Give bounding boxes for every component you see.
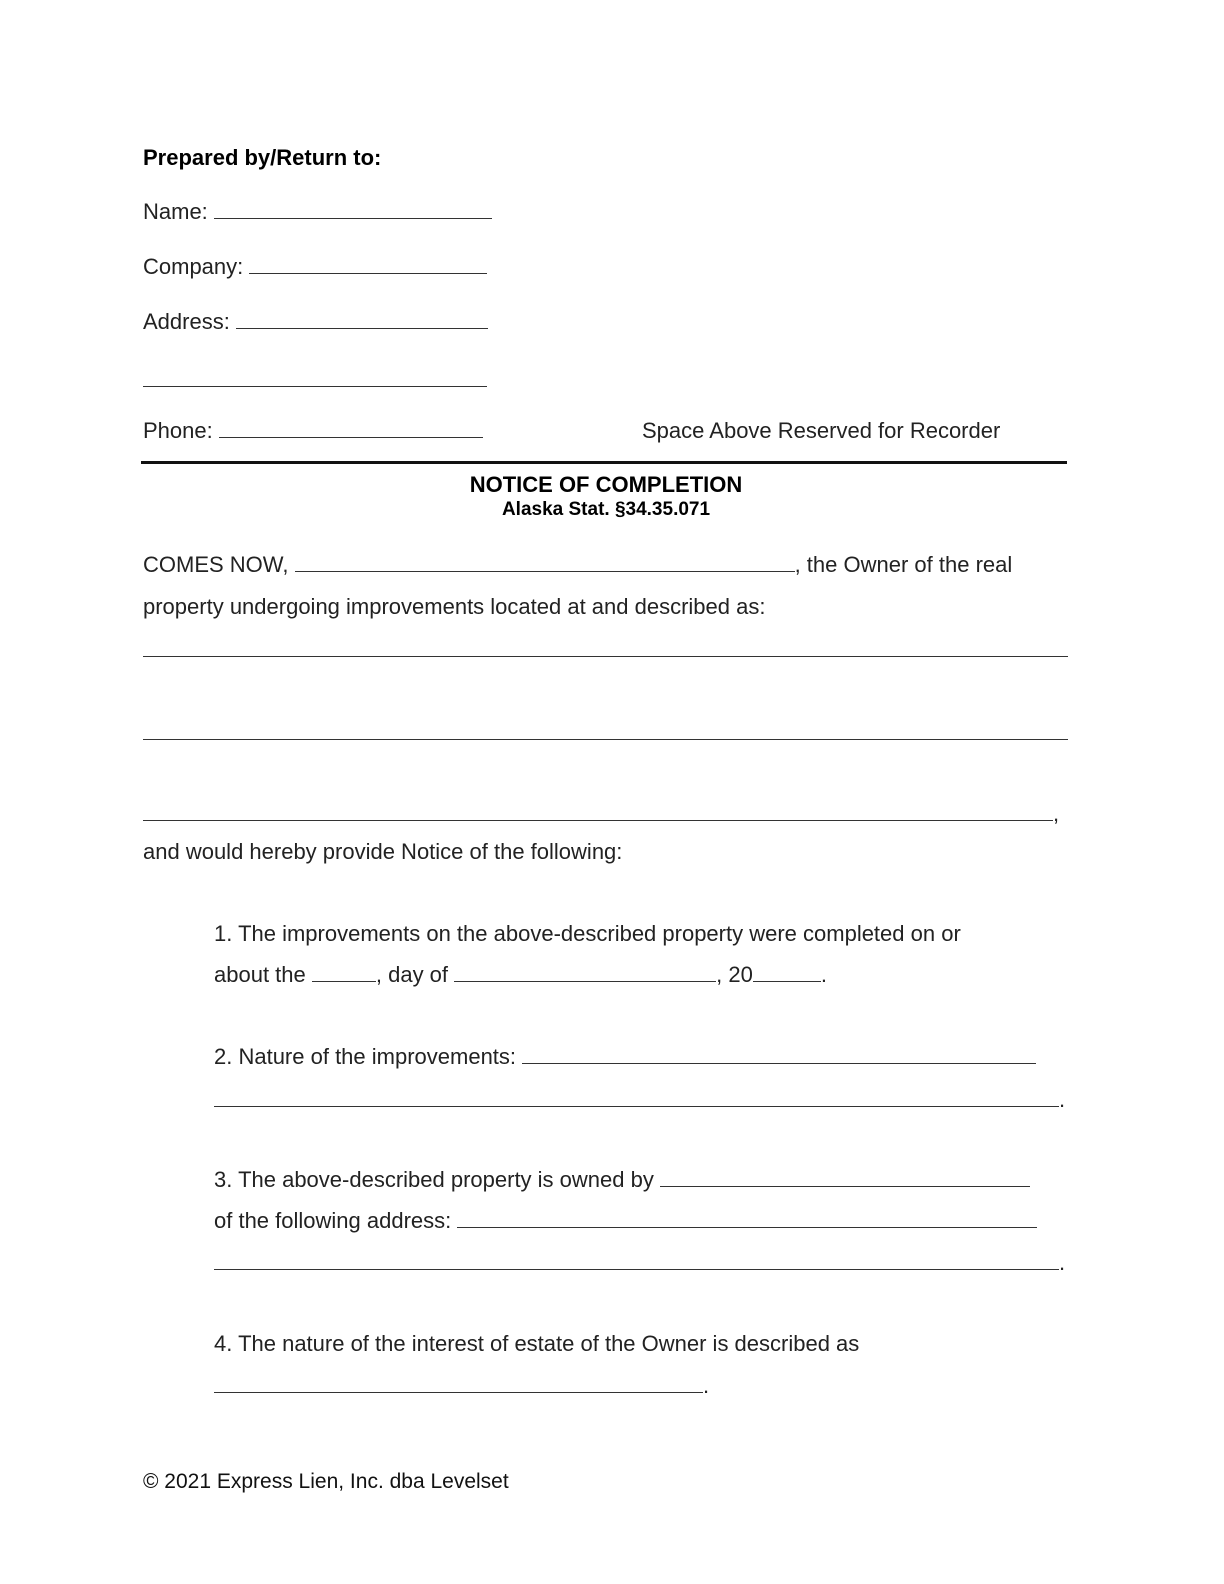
phone-label: Phone: (143, 418, 213, 443)
statute-citation: Alaska Stat. §34.35.071 (501, 499, 711, 520)
phone-row (143, 418, 483, 444)
property-description-line-1[interactable] (143, 656, 1068, 657)
item-3-address-label: of the following address: (214, 1208, 452, 1233)
company-row (143, 254, 487, 280)
notice-intro: and would hereby provide Notice of the following: (143, 839, 623, 864)
item-2-row (214, 1044, 1036, 1070)
document-title: NOTICE OF COMPLETION (469, 472, 743, 497)
comes-now-text: COMES NOW, (143, 552, 289, 577)
address-field[interactable] (236, 310, 488, 329)
address-line-2-field[interactable] (143, 386, 487, 387)
owner-name-field[interactable] (295, 553, 795, 572)
recorder-note: Space Above Reserved for Recorder (642, 418, 1001, 443)
item-3-line-3-row (214, 1250, 1065, 1276)
company-label: Company: (143, 254, 244, 279)
comes-now-line (143, 552, 1012, 578)
name-row (143, 199, 492, 225)
item-4-line-row (214, 1373, 709, 1399)
improvements-nature-line-2[interactable] (214, 1088, 1059, 1107)
property-description-line-3[interactable] (143, 802, 1053, 821)
copyright-footer: © 2021 Express Lien, Inc. dba Levelset (143, 1470, 509, 1493)
completion-month-field[interactable] (454, 963, 716, 982)
item-3-address-row (214, 1208, 1037, 1234)
about-the-text: about the (214, 962, 306, 987)
address-row (143, 309, 488, 335)
name-label: Name: (143, 199, 208, 224)
completion-day-field[interactable] (312, 963, 376, 982)
completion-year-field[interactable] (753, 963, 821, 982)
owned-by-field[interactable] (660, 1168, 1030, 1187)
improvements-nature-field[interactable] (522, 1045, 1036, 1064)
item-2-line-2-row (214, 1087, 1065, 1113)
item-1-period: . (820, 962, 827, 987)
company-field[interactable] (249, 255, 487, 274)
item-4-text: 4. The nature of the interest of estate of the Owner is described as (214, 1331, 860, 1356)
item-2-label: 2. Nature of the improvements: (214, 1044, 517, 1069)
interest-of-estate-field[interactable] (214, 1374, 703, 1393)
item-1-date-row (214, 962, 827, 988)
name-field[interactable] (214, 200, 492, 219)
recorder-divider (141, 461, 1067, 464)
owner-suffix-text: , the Owner of the real (794, 552, 1013, 577)
item-3-period: . (1059, 1250, 1066, 1275)
day-of-text: , day of (375, 962, 449, 987)
prepared-by-heading: Prepared by/Return to: (143, 145, 382, 170)
line-3-comma: , (1053, 801, 1060, 826)
year-prefix-text: , 20 (716, 962, 753, 987)
property-description-line-3-row (143, 801, 1059, 827)
item-1-text: 1. The improvements on the above-described property were completed on or (214, 921, 961, 946)
address-label: Address: (143, 309, 230, 334)
item-3-row (214, 1167, 1030, 1193)
phone-field[interactable] (219, 419, 483, 438)
item-2-period: . (1059, 1087, 1066, 1112)
owner-address-field[interactable] (457, 1209, 1037, 1228)
item-3-label: 3. The above-described property is owned by (214, 1167, 654, 1192)
property-description-intro: property undergoing improvements located at and described as: (143, 594, 766, 619)
owner-address-line-2[interactable] (214, 1251, 1059, 1270)
property-description-line-2[interactable] (143, 739, 1068, 740)
item-4-period: . (703, 1373, 710, 1398)
